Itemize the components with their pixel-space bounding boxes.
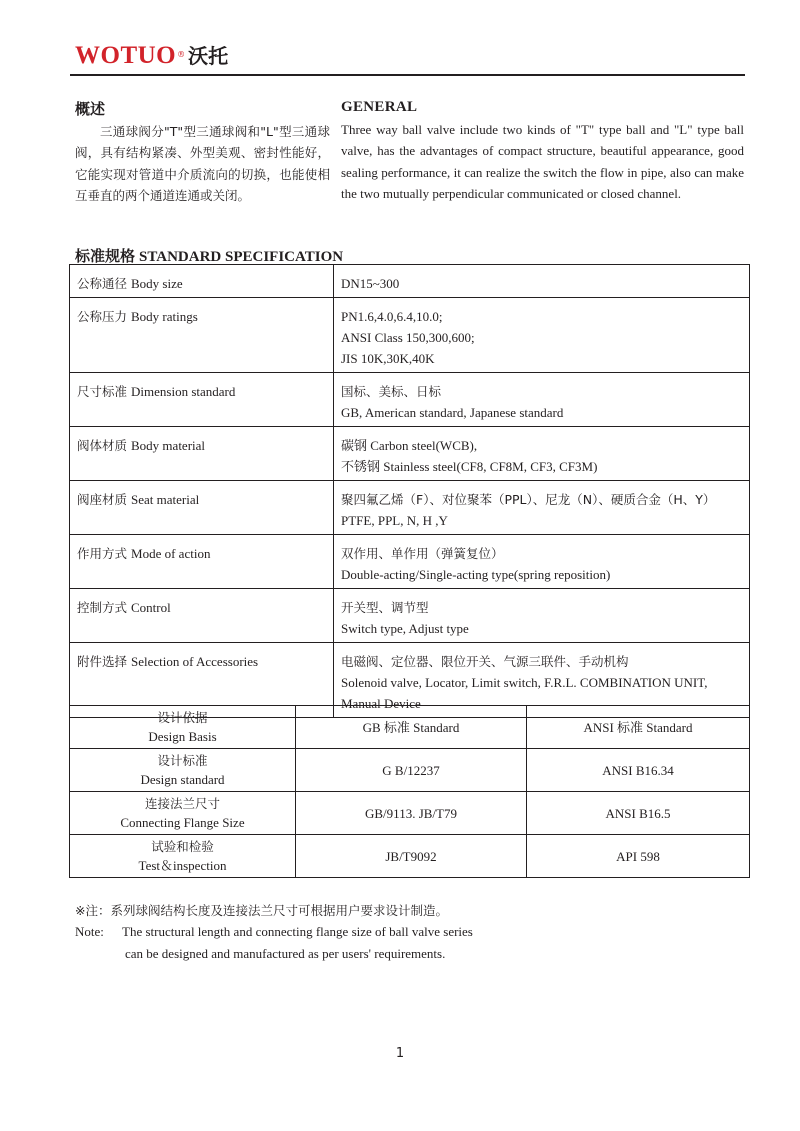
spec-row [70, 481, 750, 535]
spec-label-cell [70, 373, 334, 427]
spec-label-cn: 控制方式 [77, 600, 128, 615]
spec-title-en: STANDARD SPECIFICATION [139, 249, 344, 265]
note-line-1: The structural length and connecting flange size of ball valve series [122, 924, 473, 939]
spec-label-cell [70, 481, 334, 535]
spec-label-cell [70, 265, 334, 298]
spec-label-en: Mode of action [131, 546, 211, 561]
note-label: Note: [75, 924, 104, 939]
design-gb-cell [296, 706, 527, 749]
design-ansi-value: ANSI B16.34 [602, 763, 674, 778]
header-divider [70, 74, 745, 76]
design-gb-cell [296, 749, 527, 792]
spec-label-cell [70, 427, 334, 481]
spec-value-cell [334, 373, 750, 427]
spec-label-cn: 阀座材质 [77, 492, 128, 507]
design-label-cn: 设计标准 [157, 753, 208, 768]
spec-row [70, 265, 750, 298]
spec-label-cell [70, 589, 334, 643]
design-ansi-cell [527, 792, 750, 835]
spec-value-line: DN15~300 [341, 276, 400, 291]
spec-value-line: Solenoid valve, Locator, Limit switch, F.R.L. COMBINATION UNIT, Manual Device [341, 675, 708, 711]
brand-name: WOTUO [75, 42, 177, 69]
spec-value-line: Double-acting/Single-acting type(spring reposition) [341, 567, 611, 582]
design-label-cn: 连接法兰尺寸 [144, 796, 220, 811]
spec-value-cell [334, 535, 750, 589]
design-ansi-value: ANSI 标准 Standard [583, 720, 693, 735]
spec-label-cn: 公称压力 [77, 309, 128, 324]
overview-title-en: GENERAL [341, 99, 418, 115]
spec-value-line: 碳钢 Carbon steel(WCB), [341, 438, 478, 453]
spec-label-cn: 阀体材质 [77, 438, 128, 453]
spec-value-line: ANSI Class 150,300,600; [341, 330, 475, 345]
design-ansi-cell [527, 749, 750, 792]
brand-logo [75, 40, 228, 70]
spec-value-line: JIS 10K,30K,40K [341, 351, 435, 366]
overview-text-en: Three way ball valve include two kinds of "T" type ball and "L" type ball valve, has the advantages of compact structure, beautiful appearance, good sealing performance, it can realize the switch the flow in pipe, also can make the two mutually perpendicular communicated or closed channel. [341, 122, 744, 201]
spec-label-cell [70, 298, 334, 373]
design-gb-value: GB/9113. JB/T79 [365, 806, 457, 821]
spec-label-cn: 作用方式 [77, 546, 128, 561]
design-gb-value: JB/T9092 [385, 849, 437, 864]
design-label-cell [70, 706, 296, 749]
page-number: 1 [395, 1046, 405, 1061]
overview-text-cn: 三通球阀分"T"型三通球阀和"L"型三通球阀，具有结构紧凑、外型美观、密封性能好，它能实现对管道中介质流向的切换，也能使相互垂直的两个通道连通或关闭。 [75, 124, 330, 203]
overview-title-cn: 概述 [75, 100, 106, 118]
overview-cn [75, 98, 330, 206]
design-gb-cell [296, 835, 527, 878]
design-label-cn: 试验和检验 [151, 839, 214, 854]
note-line-2: can be designed and manufactured as per users' requirements. [125, 946, 446, 961]
spec-label-en: Body material [131, 438, 206, 453]
spec-value-line: 国标、美标、日标 [341, 384, 442, 399]
spec-title-cn: 标准规格 [75, 247, 136, 265]
spec-value-cell [334, 298, 750, 373]
design-label-en: Test＆inspection [138, 858, 227, 873]
spec-row [70, 589, 750, 643]
spec-value-line: 不锈钢 Stainless steel(CF8, CF8M, CF3, CF3M) [341, 459, 598, 474]
spec-value-cell [334, 589, 750, 643]
note-en [75, 921, 473, 965]
registered-mark: ® [177, 49, 186, 59]
spec-row [70, 427, 750, 481]
spec-value-line: 电磁阀、定位器、限位开关、气源三联件、手动机构 [341, 654, 629, 669]
brand-name-cn: 沃托 [188, 44, 229, 68]
spec-row [70, 373, 750, 427]
design-row [70, 835, 750, 878]
spec-label-en: Dimension standard [131, 384, 236, 399]
spec-value-line: 聚四氟乙烯（F）、对位聚苯（PPL）、尼龙（N）、硬质合金（H、Y） [341, 492, 716, 507]
spec-label-en: Body size [131, 276, 183, 291]
design-label-cn: 设计依据 [157, 710, 208, 725]
design-ansi-value: API 598 [616, 849, 660, 864]
design-label-cell [70, 792, 296, 835]
spec-row [70, 535, 750, 589]
spec-value-line: Switch type, Adjust type [341, 621, 469, 636]
design-gb-cell [296, 792, 527, 835]
design-row [70, 706, 750, 749]
design-label-en: Design Basis [148, 729, 217, 744]
design-label-cell [70, 835, 296, 878]
spec-section-title [75, 245, 343, 266]
design-label-en: Connecting Flange Size [120, 815, 245, 830]
spec-label-en: Seat material [131, 492, 200, 507]
design-ansi-cell [527, 706, 750, 749]
spec-label-en: Body ratings [131, 309, 198, 324]
design-basis-table [69, 705, 750, 878]
spec-value-line: 开关型、调节型 [341, 600, 429, 615]
spec-value-line: PTFE, PPL, N, H ,Y [341, 513, 448, 528]
design-ansi-value: ANSI B16.5 [605, 806, 671, 821]
spec-table [69, 264, 750, 718]
design-gb-value: GB 标准 Standard [362, 720, 460, 735]
design-row [70, 792, 750, 835]
design-ansi-cell [527, 835, 750, 878]
spec-value-cell [334, 427, 750, 481]
spec-value-cell [334, 481, 750, 535]
note-cn: ※注：系列球阀结构长度及连接法兰尺寸可根据用户要求设计制造。 [75, 903, 448, 918]
design-label-en: Design standard [140, 772, 225, 787]
spec-value-line: 双作用、单作用（弹簧复位） [341, 546, 504, 561]
spec-label-cn: 附件选择 [77, 654, 128, 669]
spec-label-en: Control [131, 600, 171, 615]
spec-value-line: GB, American standard, Japanese standard [341, 405, 564, 420]
design-label-cell [70, 749, 296, 792]
spec-value-cell [334, 265, 750, 298]
design-gb-value: G B/12237 [382, 763, 440, 778]
spec-label-cn: 尺寸标准 [77, 384, 128, 399]
spec-label-cn: 公称通径 [77, 276, 128, 291]
design-row [70, 749, 750, 792]
spec-value-line: PN1.6,4.0,6.4,10.0; [341, 309, 443, 324]
overview-en [341, 99, 744, 204]
spec-row [70, 298, 750, 373]
spec-label-en: Selection of Accessories [131, 654, 259, 669]
spec-label-cell [70, 535, 334, 589]
